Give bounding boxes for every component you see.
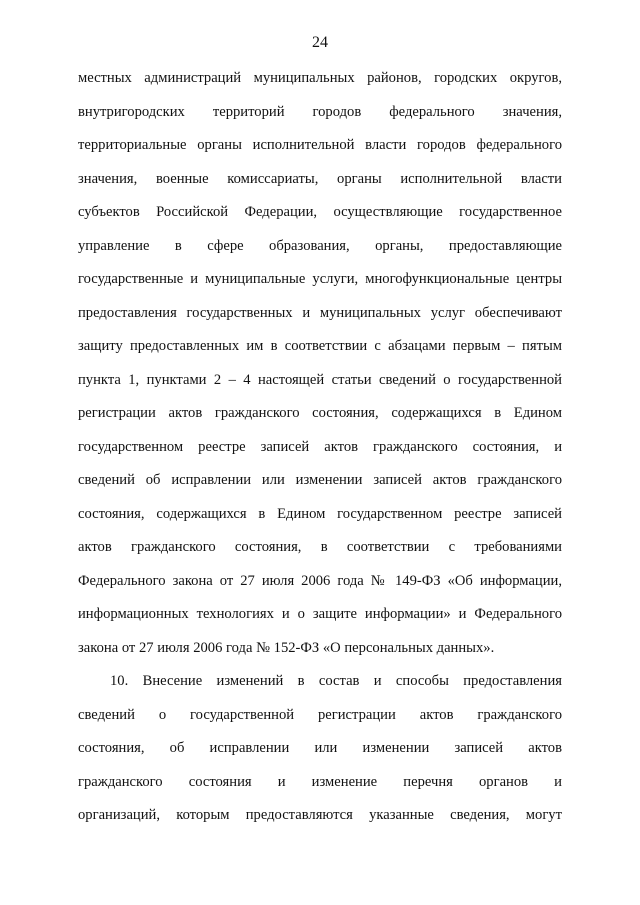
text-line: предоставления государственных и муниципальных услуг обеспечивают xyxy=(78,304,562,321)
page-number: 24 xyxy=(312,34,328,51)
text-line: закона от 27 июля 2006 года № 152-ФЗ «О персональных данных». xyxy=(78,639,495,656)
text-line: государственные и муниципальные услуги, многофункциональные центры xyxy=(78,271,562,287)
text-line: гражданского состояния и изменение перечня органов и xyxy=(78,773,562,790)
text-line: внутригородских территорий городов федерального значения, xyxy=(78,103,562,120)
text-line: информационных технологиях и о защите информации» и Федерального xyxy=(78,606,562,622)
document-body xyxy=(78,62,562,833)
text-line: 10. Внесение изменений в состав и способы предоставления xyxy=(110,673,562,689)
text-line: сведений о государственной регистрации актов гражданского xyxy=(78,706,562,723)
text-line: организаций, которым предоставляются указанные сведения, могут xyxy=(78,807,562,823)
text-line: пункта 1, пунктами 2 – 4 настоящей статьи сведений о государственной xyxy=(78,371,562,388)
text-line: состояния, об исправлении или изменении записей актов xyxy=(78,740,562,756)
text-line: местных администраций муниципальных районов, городских округов, xyxy=(78,70,562,86)
text-line: управление в сфере образования, органы, предоставляющие xyxy=(78,237,562,254)
text-line: защиту предоставленных им в соответствии с абзацами первым – пятым xyxy=(78,338,562,354)
text-line: состояния, содержащихся в Едином государственном реестре записей xyxy=(78,505,562,522)
text-line: Федерального закона от 27 июля 2006 года № 149-ФЗ «Об информации, xyxy=(78,572,562,589)
text-line: субъектов Российской Федерации, осуществляющие государственное xyxy=(78,204,562,220)
text-line: государственном реестре записей актов гражданского состояния, и xyxy=(78,438,562,455)
text-line: территориальные органы исполнительной власти городов федерального xyxy=(78,137,562,153)
text-line: регистрации актов гражданского состояния, содержащихся в Едином xyxy=(78,405,562,421)
text-line: значения, военные комиссариаты, органы исполнительной власти xyxy=(78,170,562,187)
text-line: актов гражданского состояния, в соответствии с требованиями xyxy=(78,539,562,555)
text-line: сведений об исправлении или изменении записей актов гражданского xyxy=(78,472,562,488)
